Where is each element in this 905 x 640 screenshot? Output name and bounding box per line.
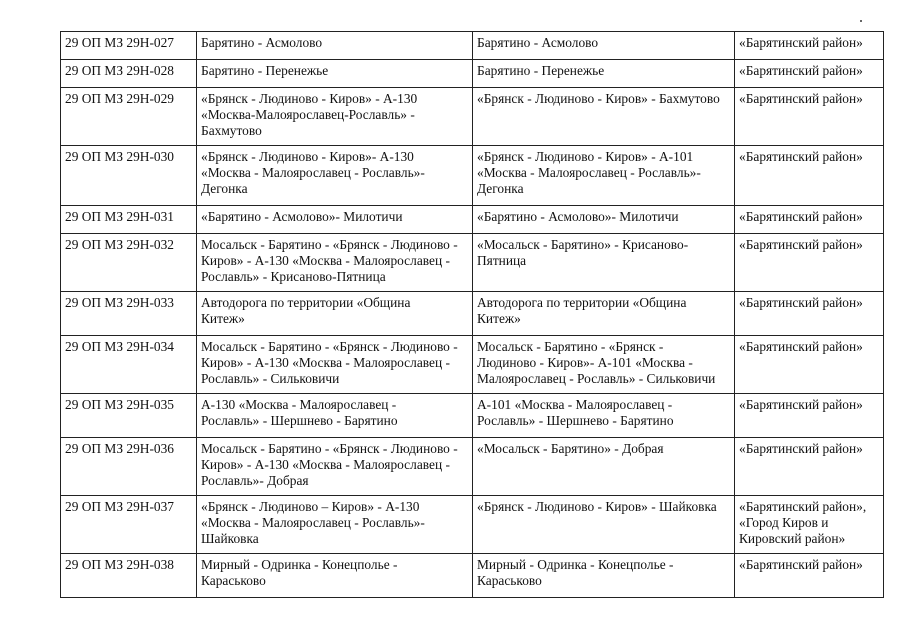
road-district-cell	[735, 32, 884, 60]
cell-text-line: Кировский район»	[739, 531, 846, 546]
cell-text-line: 29 ОП МЗ 29Н-030	[65, 149, 174, 164]
cell-text-line: «Барятинский район»	[739, 63, 863, 78]
cell-text-line: «Брянск - Людиново - Киров»- А-130	[201, 149, 414, 164]
road-code-cell	[61, 146, 197, 206]
cell-text-line: Автодорога по территории «Община	[201, 295, 411, 310]
cell-text-line: Мирный - Одринка - Конецполье -	[477, 557, 674, 572]
road-code-cell	[61, 32, 197, 60]
cell-text-line: «Барятино - Асмолово»- Милотичи	[201, 209, 403, 224]
road-code-cell	[61, 206, 197, 234]
road-name-cell	[197, 438, 473, 496]
road-district-cell	[735, 336, 884, 394]
cell-text-line: 29 ОП МЗ 29Н-038	[65, 557, 174, 572]
road-code-cell	[61, 60, 197, 88]
road-district-cell	[735, 206, 884, 234]
road-route-cell	[473, 292, 735, 336]
cell-text-line: «Москва - Малоярославец - Рославль»-	[477, 165, 701, 180]
cell-text-line: Рославль» - Шершнево - Барятино	[201, 413, 398, 428]
road-name-cell	[197, 146, 473, 206]
road-code-cell	[61, 394, 197, 438]
road-route-cell	[473, 60, 735, 88]
road-route-cell	[473, 32, 735, 60]
cell-text-line: Китеж»	[201, 311, 245, 326]
cell-text-line: «Мосальск - Барятино» - Добрая	[477, 441, 664, 456]
cell-text-line: «Барятинский район»	[739, 91, 863, 106]
cell-text-line: Мосальск - Барятино - «Брянск -	[477, 339, 664, 354]
road-route-cell	[473, 496, 735, 554]
road-district-cell	[735, 394, 884, 438]
cell-text-line: «Брянск - Людиново - Киров» - Бахмутово	[477, 91, 720, 106]
road-name-cell	[197, 394, 473, 438]
cell-text-line: Барятино - Перенежье	[201, 63, 329, 78]
roads-table	[60, 31, 884, 598]
road-name-cell	[197, 88, 473, 146]
cell-text-line: Караськово	[477, 573, 542, 588]
cell-text-line: «Брянск - Людиново - Киров» - А-130	[201, 91, 418, 106]
road-district-cell	[735, 146, 884, 206]
cell-text-line: 29 ОП МЗ 29Н-034	[65, 339, 174, 354]
cell-text-line: Китеж»	[477, 311, 521, 326]
cell-text-line: «Барятинский район»	[739, 339, 863, 354]
cell-text-line: Мосальск - Барятино - «Брянск - Людиново -	[201, 339, 458, 354]
cell-text-line: 29 ОП МЗ 29Н-032	[65, 237, 174, 252]
scan-speck	[860, 20, 862, 22]
cell-text-line: «Москва - Малоярославец - Рославль»-	[201, 515, 425, 530]
cell-text-line: «Мосальск - Барятино» - Крисаново-	[477, 237, 689, 252]
table-row	[61, 146, 884, 206]
road-code-cell	[61, 336, 197, 394]
road-name-cell	[197, 60, 473, 88]
road-code-cell	[61, 438, 197, 496]
road-code-cell	[61, 292, 197, 336]
cell-text-line: Рославль» - Шершнево - Барятино	[477, 413, 674, 428]
cell-text-line: «Брянск - Людиново – Киров» - А-130	[201, 499, 420, 514]
cell-text-line: 29 ОП МЗ 29Н-033	[65, 295, 174, 310]
cell-text-line: 29 ОП МЗ 29Н-028	[65, 63, 174, 78]
road-district-cell	[735, 496, 884, 554]
cell-text-line: «Барятинский район»	[739, 557, 863, 572]
road-district-cell	[735, 234, 884, 292]
cell-text-line: 29 ОП МЗ 29Н-036	[65, 441, 174, 456]
cell-text-line: «Барятинский район»	[739, 35, 863, 50]
cell-text-line: Бахмутово	[201, 123, 262, 138]
cell-text-line: «Барятино - Асмолово»- Милотичи	[477, 209, 679, 224]
road-route-cell	[473, 88, 735, 146]
cell-text-line: Мирный - Одринка - Конецполье -	[201, 557, 398, 572]
road-district-cell	[735, 88, 884, 146]
cell-text-line: Людиново - Киров»- А-101 «Москва -	[477, 355, 693, 370]
cell-text-line: Пятница	[477, 253, 527, 268]
cell-text-line: Барятино - Асмолово	[477, 35, 599, 50]
cell-text-line: «Барятинский район»	[739, 237, 863, 252]
cell-text-line: 29 ОП МЗ 29Н-037	[65, 499, 174, 514]
road-name-cell	[197, 292, 473, 336]
cell-text-line: «Москва-Малоярославец-Рославль» -	[201, 107, 415, 122]
cell-text-line: 29 ОП МЗ 29Н-029	[65, 91, 174, 106]
cell-text-line: «Брянск - Людиново - Киров» - А-101	[477, 149, 694, 164]
cell-text-line: 29 ОП МЗ 29Н-031	[65, 209, 174, 224]
cell-text-line: Киров» - А-130 «Москва - Малоярославец -	[201, 253, 450, 268]
cell-text-line: «Барятинский район»	[739, 295, 863, 310]
cell-text-line: «Барятинский район»	[739, 441, 863, 456]
cell-text-line: Дегонка	[477, 181, 524, 196]
road-district-cell	[735, 60, 884, 88]
road-code-cell	[61, 496, 197, 554]
road-route-cell	[473, 146, 735, 206]
cell-text-line: «Барятинский район»	[739, 149, 863, 164]
table-row	[61, 88, 884, 146]
road-name-cell	[197, 336, 473, 394]
road-district-cell	[735, 554, 884, 598]
table-row	[61, 292, 884, 336]
cell-text-line: Барятино - Перенежье	[477, 63, 605, 78]
road-name-cell	[197, 554, 473, 598]
road-route-cell	[473, 234, 735, 292]
cell-text-line: 29 ОП МЗ 29Н-027	[65, 35, 174, 50]
cell-text-line: Дегонка	[201, 181, 248, 196]
cell-text-line: Барятино - Асмолово	[201, 35, 323, 50]
cell-text-line: «Москва - Малоярославец - Рославль»-	[201, 165, 425, 180]
cell-text-line: «Барятинский район»	[739, 397, 863, 412]
table-row	[61, 336, 884, 394]
cell-text-line: Шайковка	[201, 531, 259, 546]
cell-text-line: Киров» - А-130 «Москва - Малоярославец -	[201, 355, 450, 370]
cell-text-line: Киров» - А-130 «Москва - Малоярославец -	[201, 457, 450, 472]
road-route-cell	[473, 438, 735, 496]
road-name-cell	[197, 32, 473, 60]
table-row	[61, 554, 884, 598]
cell-text-line: Рославль» - Крисаново-Пятница	[201, 269, 386, 284]
road-route-cell	[473, 336, 735, 394]
cell-text-line: Малоярославец - Рославль» - Сильковичи	[477, 371, 716, 386]
road-code-cell	[61, 234, 197, 292]
road-district-cell	[735, 292, 884, 336]
cell-text-line: Мосальск - Барятино - «Брянск - Людиново -	[201, 441, 458, 456]
table-row	[61, 394, 884, 438]
cell-text-line: «Барятинский район»,	[739, 499, 867, 514]
cell-text-line: «Брянск - Людиново - Киров» - Шайковка	[477, 499, 717, 514]
cell-text-line: Караськово	[201, 573, 266, 588]
road-route-cell	[473, 554, 735, 598]
road-code-cell	[61, 88, 197, 146]
cell-text-line: «Город Киров и	[739, 515, 829, 530]
cell-text-line: А-130 «Москва - Малоярославец -	[201, 397, 397, 412]
table-row	[61, 438, 884, 496]
cell-text-line: Рославль» - Сильковичи	[201, 371, 340, 386]
road-name-cell	[197, 234, 473, 292]
table-row	[61, 496, 884, 554]
road-code-cell	[61, 554, 197, 598]
cell-text-line: Мосальск - Барятино - «Брянск - Людиново -	[201, 237, 458, 252]
road-name-cell	[197, 206, 473, 234]
table-row	[61, 32, 884, 60]
cell-text-line: А-101 «Москва - Малоярославец -	[477, 397, 673, 412]
table-row	[61, 206, 884, 234]
table-row	[61, 234, 884, 292]
cell-text-line: Рославль»- Добрая	[201, 473, 309, 488]
cell-text-line: 29 ОП МЗ 29Н-035	[65, 397, 174, 412]
road-route-cell	[473, 394, 735, 438]
cell-text-line: «Барятинский район»	[739, 209, 863, 224]
roads-table-body	[61, 32, 884, 598]
road-district-cell	[735, 438, 884, 496]
cell-text-line: Автодорога по территории «Община	[477, 295, 687, 310]
table-row	[61, 60, 884, 88]
road-route-cell	[473, 206, 735, 234]
road-name-cell	[197, 496, 473, 554]
